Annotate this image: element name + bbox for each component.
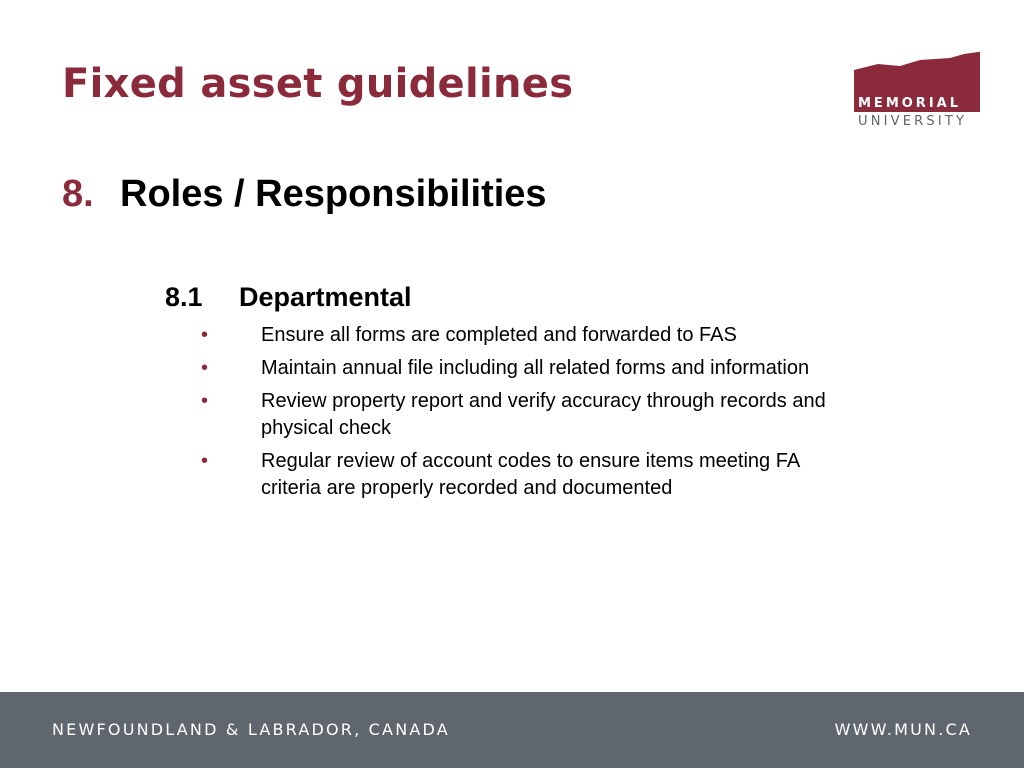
footer-website: WWW.MUN.CA bbox=[834, 720, 972, 739]
responsibilities-list bbox=[196, 322, 826, 508]
logo-text-memorial: MEMORIAL bbox=[858, 96, 961, 111]
list-item bbox=[196, 448, 826, 502]
list-item bbox=[196, 322, 826, 349]
subsection-number: 8.1 bbox=[165, 282, 203, 312]
list-item-text: Maintain annual file including all related forms and information bbox=[261, 357, 810, 379]
section-number: 8. bbox=[62, 173, 94, 215]
list-item-text: Review property report and verify accuracy through records and physical check bbox=[261, 390, 826, 439]
memorial-university-logo bbox=[854, 52, 980, 132]
subsection-heading bbox=[165, 280, 412, 314]
list-item-text: Ensure all forms are completed and forwarded to FAS bbox=[261, 324, 737, 346]
bullet-icon: • bbox=[201, 324, 209, 346]
footer-bar bbox=[0, 692, 1024, 768]
list-item-text: Regular review of account codes to ensure items meeting FA criteria are properly recorded and documented bbox=[261, 450, 800, 499]
bullet-icon: • bbox=[201, 450, 209, 472]
list-item bbox=[196, 355, 826, 382]
bullet-icon: • bbox=[201, 390, 209, 412]
list-item bbox=[196, 388, 826, 442]
subsection-label: Departmental bbox=[239, 282, 412, 312]
section-heading bbox=[62, 170, 547, 218]
footer-location: NEWFOUNDLAND & LABRADOR, CANADA bbox=[52, 720, 450, 739]
bullet-icon: • bbox=[201, 357, 209, 379]
slide-title: Fixed asset guidelines bbox=[62, 61, 574, 107]
section-label: Roles / Responsibilities bbox=[120, 173, 547, 215]
logo-text-university: UNIVERSITY bbox=[858, 114, 968, 129]
